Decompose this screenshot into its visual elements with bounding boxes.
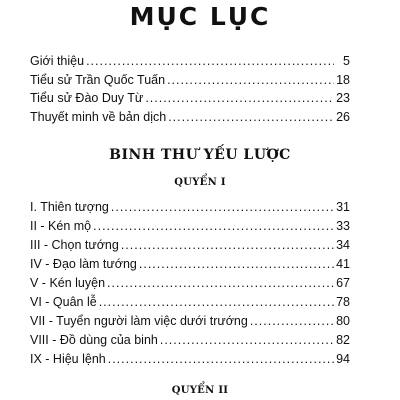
entry-page: 34 [336,238,350,252]
entry-label: Giới thiệu [30,54,85,68]
toc-entry[interactable] [30,312,350,331]
entry-label: Tiểu sử Trần Quốc Tuấn [30,72,166,87]
entry-page: 33 [336,219,350,233]
page-title: MỤC LỤC [129,2,271,31]
leader-dots [99,293,334,312]
intro-list [30,52,350,126]
toc-entry[interactable] [30,52,350,71]
toc-entry[interactable] [30,217,350,236]
leader-dots [93,217,334,236]
leader-dots [145,89,334,108]
entry-page: 23 [336,91,350,105]
entry-page: 78 [336,295,350,309]
entry-page: 80 [336,314,350,328]
entry-label: IV - Đạo làm tướng [30,257,137,271]
leader-dots [250,312,334,331]
part-title: BINH THƯ YẾU LƯỢC [109,147,291,163]
leader-dots [121,236,334,255]
entry-label: Thuyết minh về bản dịch [30,109,167,124]
toc-entry[interactable] [30,293,350,312]
entry-label: V - Kén luyện [30,276,106,290]
leader-dots [160,331,334,350]
entry-label: Tiểu sử Đào Duy Từ [30,91,144,105]
entry-label: VIII - Đồ dùng của binh [30,333,158,347]
entry-page: 41 [336,257,350,271]
toc-entry[interactable] [30,331,350,350]
entry-label: IX - Hiệu lệnh [30,352,106,366]
toc-entry[interactable] [30,274,350,293]
entry-label: VI - Quân lễ [30,295,97,309]
toc-entry[interactable] [30,198,350,217]
toc-entry[interactable] [30,89,350,108]
entry-label: I. Thiên tượng [30,200,109,214]
toc-entry[interactable] [30,71,350,90]
entry-page: 5 [343,54,350,68]
leader-dots [139,255,334,274]
entry-page: 31 [336,200,350,214]
leader-dots [168,108,334,127]
volume-heading: QUYỂN I [174,177,226,188]
toc-entry[interactable] [30,255,350,274]
leader-dots [108,350,334,369]
leader-dots [167,71,334,90]
entry-page: 82 [336,333,350,347]
entry-label: VII - Tuyển người làm việc dưới trướng [30,314,248,328]
leader-dots [86,52,334,71]
leader-dots [111,198,334,217]
chapter-list [30,198,350,369]
entry-page: 26 [336,109,350,124]
leader-dots [107,274,334,293]
toc-entry[interactable] [30,350,350,369]
toc-entry[interactable] [30,108,350,127]
volume-heading: QUYỂN II [171,385,229,396]
entry-page: 94 [336,352,350,366]
entry-page: 67 [336,276,350,290]
entry-label: II - Kén mộ [30,219,92,233]
toc-entry[interactable] [30,236,350,255]
entry-label: III - Chọn tướng [30,238,119,252]
entry-page: 18 [336,72,350,87]
